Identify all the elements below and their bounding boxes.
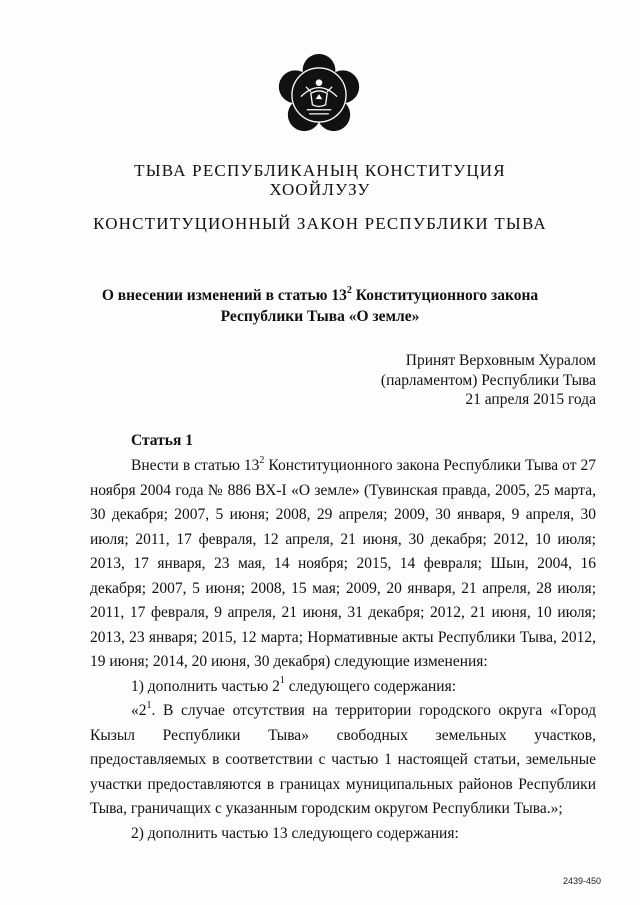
- header-tuva-line2: ХООЙЛУЗУ: [269, 180, 371, 199]
- law-title-line2: Республики Тыва «О земле»: [220, 308, 420, 325]
- law-title-line1: О внесении изменений в статью $13^2$ Конституционного закона: [101, 284, 539, 304]
- adoption-line2: (парламентом) Республики Тыва: [380, 371, 596, 389]
- header-tuva-line1: ТЫВА РЕСПУБЛИКАНЫҢ КОНСТИТУЦИЯ: [134, 161, 506, 180]
- article-paragraph-4: 2) дополнить частью 13 следующего содержания:: [131, 824, 459, 842]
- header-ru-line: КОНСТИТУЦИОННЫЙ ЗАКОН РЕСПУБЛИКИ ТЫВА: [93, 214, 547, 233]
- tuva-emblem-icon: [278, 52, 360, 138]
- article-paragraph-3: «$2^1$. В случае отсутствия на территории городского округа «Город Кызыл Республики Тыва» свободных земельных участков, предоставляемых в соответствии с частью 1 настоящей статьи, земельные участки предоставляются в границах муниципальных районов Республики Тыва, граничащих с указанным городским округом Республики Тыва.»;: [90, 699, 596, 817]
- article-paragraph-2: 1) дополнить частью $2^1$ следующего содержания:: [131, 675, 457, 695]
- adoption-date: 21 апреля 2015 года: [465, 391, 596, 408]
- article-paragraph-1: Внести в статью $13^2$ Конституционного закона Республики Тыва от 27 ноября 2004 года № 886 ВХ-I «О земле» (Тувинская правда, 2005, 25 марта, 30 декабря; 2007, 5 июня; 2008, 29 апреля; 2009, 30 января, 9 апреля, 30 июля; 2011, 17 февраля, 12 апреля, 21 июня, 30 декабря; 2012, 10 июля; 2013, 17 января, 23 мая, 14 ноября; 2015, 14 февраля; Шын, 2004, 16 декабря; 2007, 5 июня; 2008, 15 мая; 2009, 20 января, 21 апреля, 28 июля; 2011, 17 февраля, 9 апреля, 21 июня, 31 декабря; 2012, 21 июня, 10 июля; 2013, 23 января; 2015, 12 марта; Нормативные акты Республики Тыва, 2012, 19 июня; 2014, 20 июня, 30 декабря) следующие изменения:: [90, 454, 596, 670]
- adoption-block: [381, 351, 596, 410]
- adoption-line1: Принят Верховным Хуралом: [405, 352, 596, 369]
- document-stamp: 2439-450: [563, 876, 602, 886]
- article-body: [90, 454, 596, 846]
- article-heading: Статья 1: [131, 432, 193, 449]
